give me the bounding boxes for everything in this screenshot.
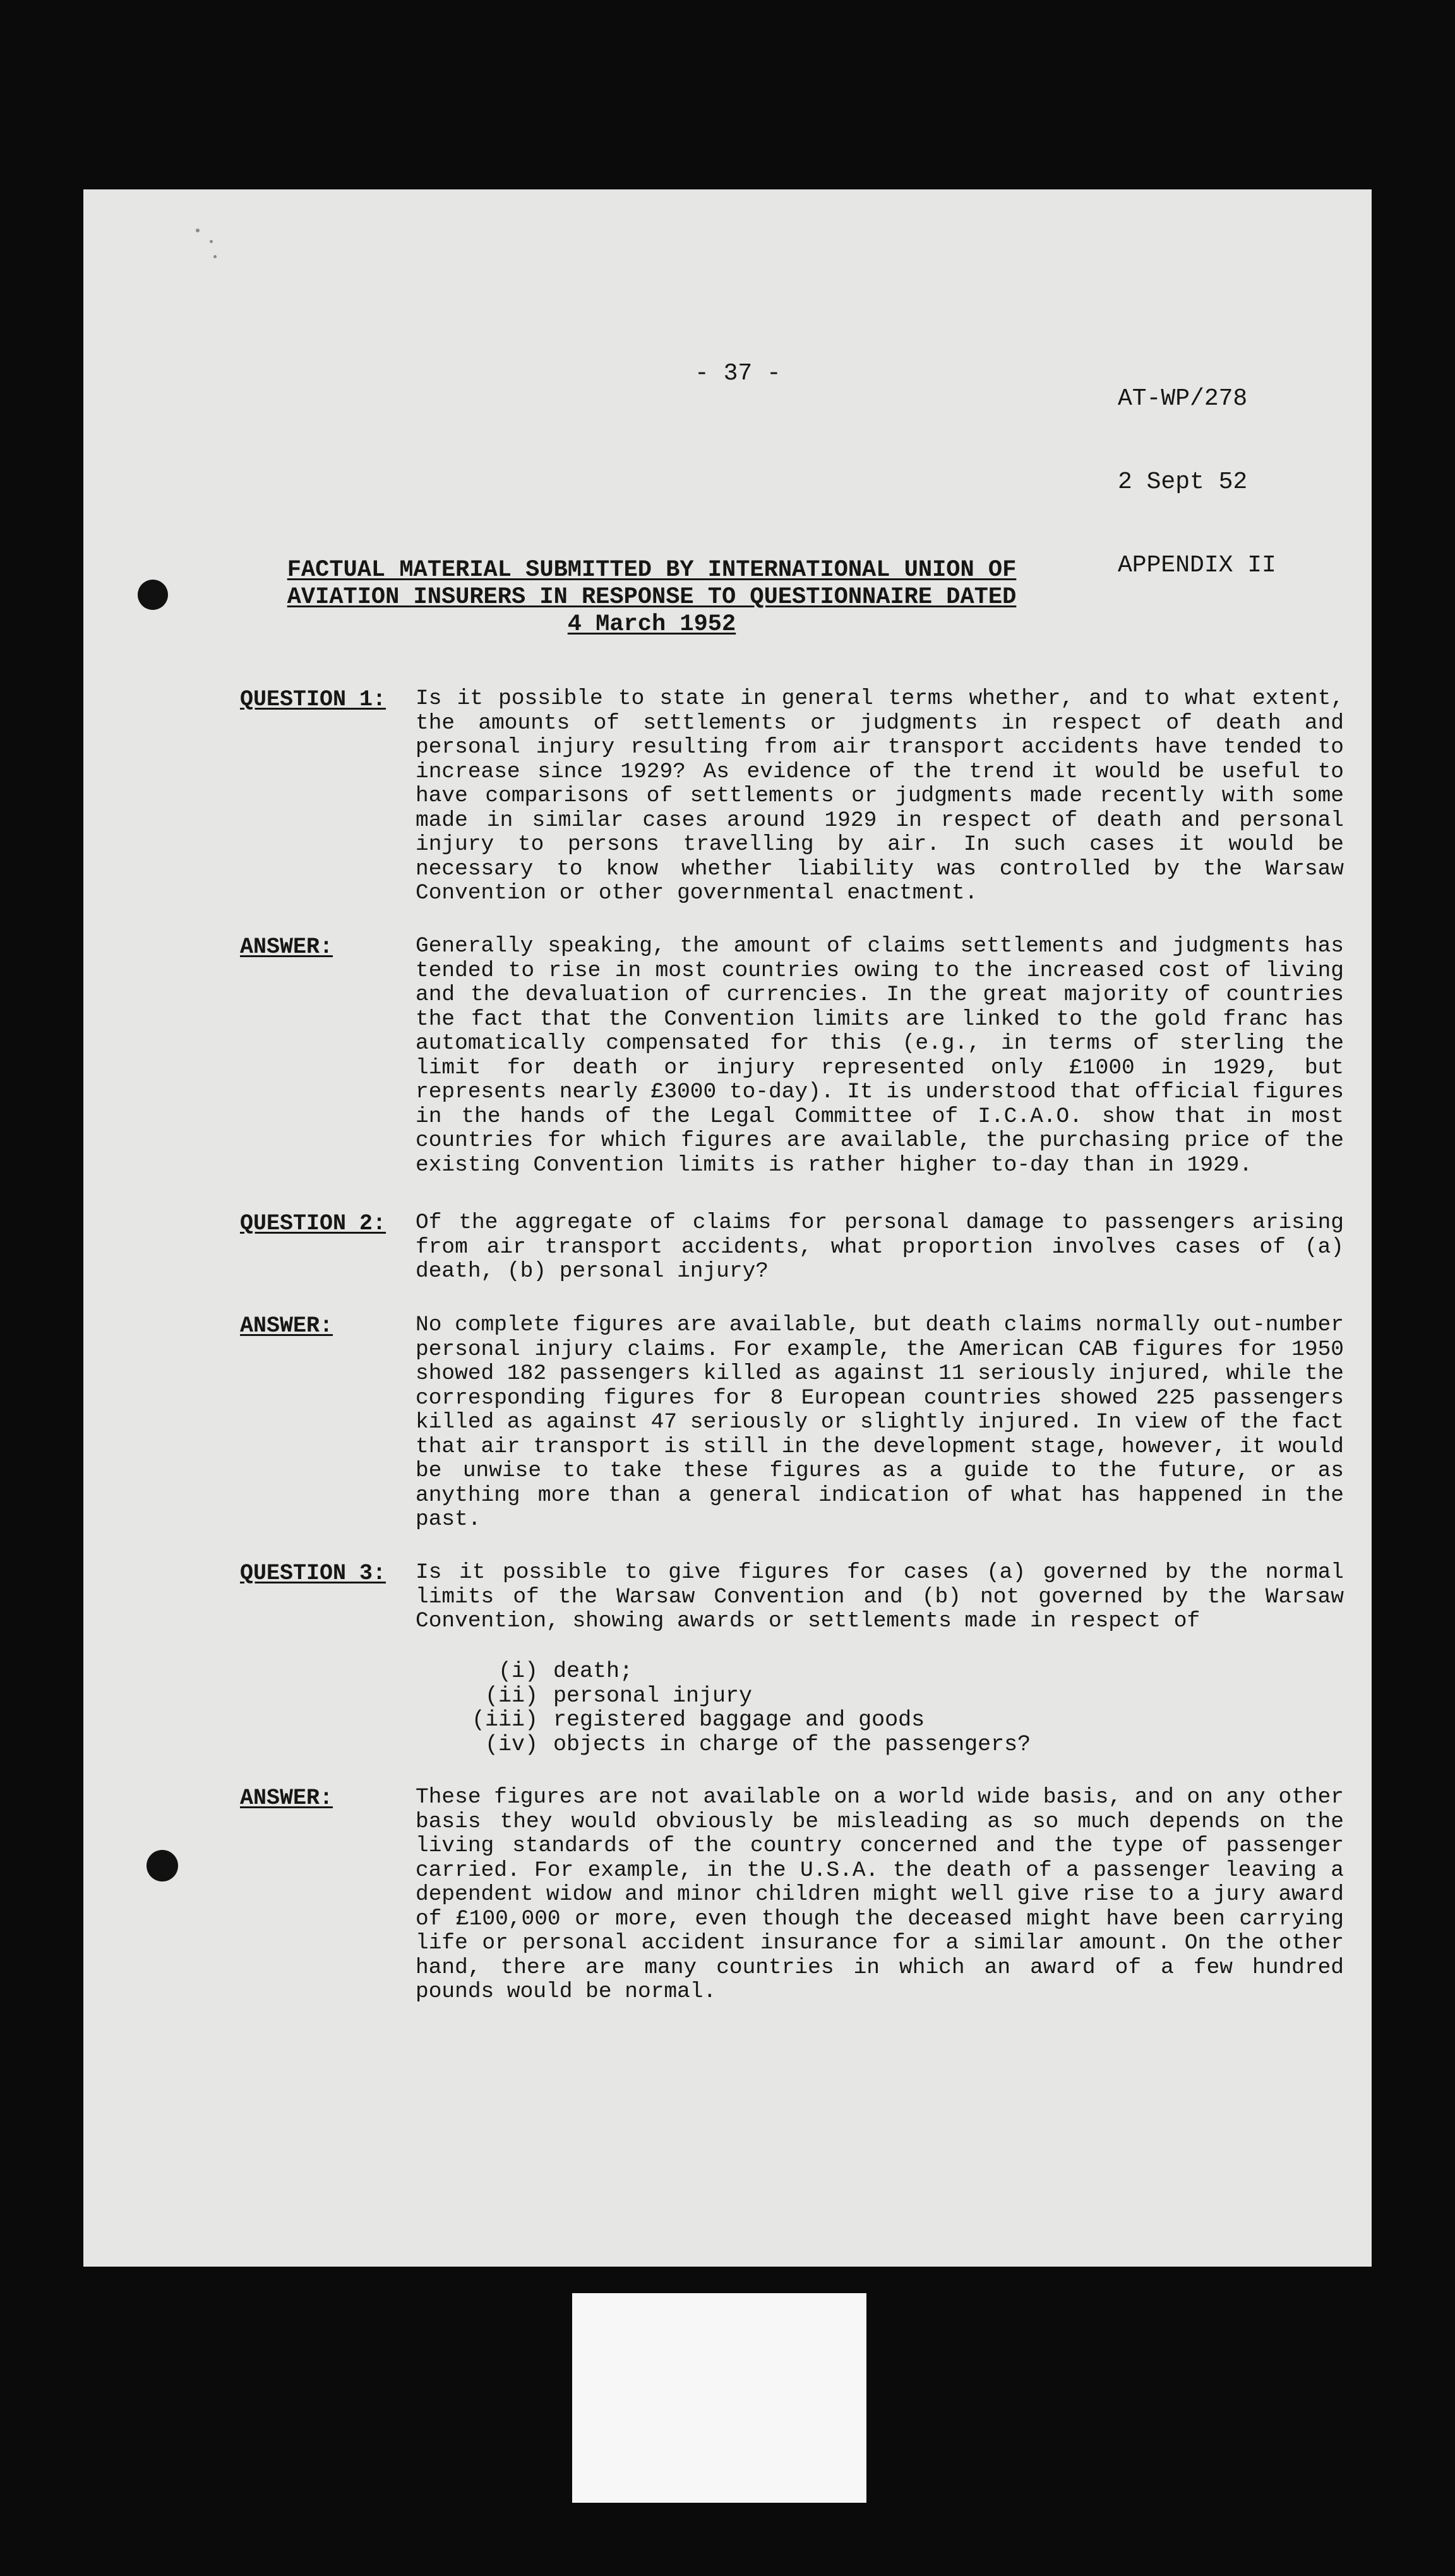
answer-3-label: ANSWER: xyxy=(240,1786,333,1811)
question-1-text: Is it possible to state in general terms whether, and to what extent, the amounts of settlements or judgments in respect of death and personal injury resulting from air transport accidents have tended to increase since 1929? As evidence of the trend it would be useful to have comparisons of settlements or judgments made recently with some made in similar cases around 1929 in respect of death and personal injury to persons travelling by air. In such cases it would be necessary to know whether liability was controlled by the Warsaw Convention or other governmental enactment. xyxy=(416,686,1344,905)
list-item-number: (iv) xyxy=(484,1731,538,1757)
question-2-label: QUESTION 2: xyxy=(240,1211,386,1236)
title-line-1: FACTUAL MATERIAL SUBMITTED BY INTERNATIONAL UNION OF xyxy=(287,557,1017,583)
title-line-3: 4 March 1952 xyxy=(567,611,736,638)
list-item-text: death; xyxy=(553,1659,633,1684)
document-page xyxy=(83,189,1372,2267)
answer-3-text: These figures are not available on a world wide basis, and on any other basis they would obviously be misleading as so much depends on the living standards of the country concerned and the type of passenger carried. For example, in the U.S.A. the death of a passenger leaving a dependent widow and minor children might well give rise to a jury award of £100,000 or more, even though the deceased might have been carrying life or personal accident insurance for a similar amount. On the other hand, there are many countries in which an award of a few hundred pounds would be normal. xyxy=(416,1785,1344,2004)
speck-mark xyxy=(210,240,213,243)
punch-hole-bottom xyxy=(147,1850,178,1881)
list-item-number: (i) xyxy=(498,1659,538,1684)
question-3-text: Is it possible to give figures for cases (a) governed by the normal limits of the Warsaw Convention and (b) not governed by the Warsaw Convention, showing awards or settlements made in respect of xyxy=(416,1560,1344,1633)
answer-1-text: Generally speaking, the amount of claims settlements and judgments has tended to rise in most countries owing to the increased cost of living and the devaluation of currencies. In the great majority of countries the fact that the Convention limits are linked to the gold franc has automatically compensated for this (e.g., in terms of sterling the limit for death or injury represented only £1000 in 1929, but represents nearly £3000 to-day). It is understood that official figures in the hands of the Legal Committee of I.C.A.O. show that in most countries for which figures are available, the purchasing price of the existing Convention limits is rather higher to-day than in 1929. xyxy=(416,934,1344,1178)
list-item xyxy=(450,1659,1031,1684)
appendix-label: APPENDIX II xyxy=(1118,552,1276,579)
page-number: - 37 - xyxy=(695,360,781,387)
question-1-label: QUESTION 1: xyxy=(240,687,386,712)
answer-1-label: ANSWER: xyxy=(240,934,333,960)
speck-mark xyxy=(213,255,217,258)
document-code: AT-WP/278 xyxy=(1118,385,1248,412)
list-item-text: personal injury xyxy=(553,1683,753,1708)
list-item xyxy=(450,1732,1031,1757)
question-3-label: QUESTION 3: xyxy=(240,1561,386,1586)
answer-2-text: No complete figures are available, but death claims normally out-number personal injury claims. For example, the American CAB figures for 1950 showed 182 passengers killed as against 11 seriously injured, while the corresponding figures for 8 European countries showed 225 passengers killed as against 47 seriously or slightly injured. In view of the fact that air transport is still in the development stage, however, it would be unwise to take these figures as a guide to the future, or as anything more than a general indication of what has happened in the past. xyxy=(416,1313,1344,1532)
list-item-text: objects in charge of the passengers? xyxy=(553,1731,1031,1757)
speck-mark xyxy=(196,229,200,232)
blank-card xyxy=(572,2293,866,2503)
document-title xyxy=(83,557,1220,638)
list-item xyxy=(450,1708,1031,1732)
document-date: 2 Sept 52 xyxy=(1118,468,1248,496)
question-2-text: Of the aggregate of claims for personal damage to passengers arising from air transport accidents, what proportion involves cases of (a) death, (b) personal injury? xyxy=(416,1210,1344,1284)
list-item-number: (ii) xyxy=(484,1683,538,1708)
title-line-2: AVIATION INSURERS IN RESPONSE TO QUESTIONNAIRE DATED xyxy=(287,584,1017,611)
list-item xyxy=(450,1684,1031,1708)
list-item-number: (iii) xyxy=(471,1707,538,1732)
answer-2-label: ANSWER: xyxy=(240,1313,333,1339)
question-3-item-list xyxy=(450,1659,1031,1756)
list-item-text: registered baggage and goods xyxy=(553,1707,925,1732)
